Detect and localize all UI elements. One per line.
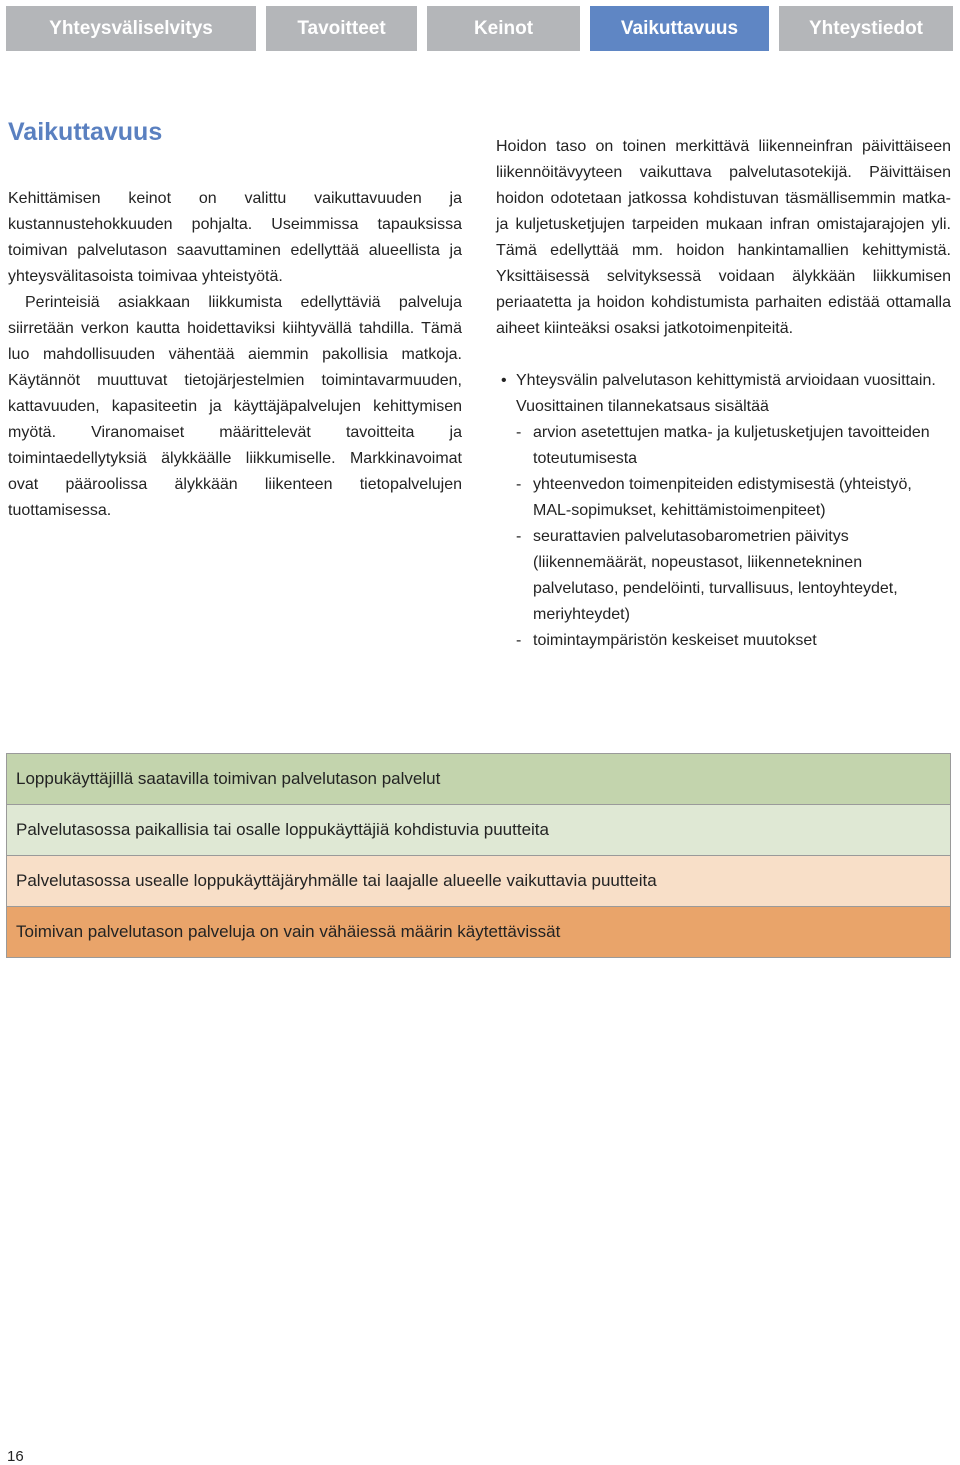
- service-level-legend: [6, 753, 951, 958]
- dash-marker: -: [516, 528, 522, 545]
- right-column: [496, 134, 951, 654]
- tab-vaikuttavuus[interactable]: Vaikuttavuus: [590, 6, 769, 51]
- list-item: [496, 368, 951, 420]
- dash-marker: -: [516, 632, 522, 649]
- list-item: [496, 524, 951, 628]
- page-title: Vaikuttavuus: [8, 118, 163, 146]
- sub-item-text: yhteenvedon toimenpiteiden edistymisestä (yhteistyö, MAL-sopimukset, kehittämistoimenpiteet): [533, 476, 912, 519]
- bullet-marker: •: [501, 372, 507, 389]
- list-item: [496, 472, 951, 524]
- service-level-row: Loppukäyttäjillä saatavilla toimivan palvelutason palvelut: [7, 754, 950, 805]
- sub-item-text: toimintaympäristön keskeiset muutokset: [533, 632, 817, 649]
- tab-yhteystiedot[interactable]: Yhteystiedot: [779, 6, 953, 51]
- bullet-text: Yhteysvälin palvelutason kehittymistä arvioidaan vuosittain. Vuosittainen tilannekatsaus sisältää: [516, 372, 936, 415]
- sub-list: [496, 420, 951, 654]
- intro-paragraph: Kehittämisen keinot on valittu vaikuttavuuden ja kustannustehokkuuden pohjalta. Useimmissa tapauksissa toimivan palvelutason saavuttaminen edellyttää alueellista ja yhteysvälitasoista toimivaa yhteistyötä.: [8, 190, 462, 285]
- list-item: [496, 628, 951, 654]
- services-paragraph: Perinteisiä asiakkaan liikkumista edellyttäviä palveluja siirretään verkon kautta hoidettaviksi kiihtyvällä tahdilla. Tämä luo mahdollisuuden vähentää aiemmin pakollisia matkoja. Käytännöt muuttuvat tietojärjestelmien toimintavarmuuden, kattavuuden, kapasiteetin ja käyttäjäpalvelujen kehittymisen myötä. Viranomaiset määrittelevät tavoitteita ja toimintaedellytyksiä älykkäälle liikkumiselle. Markkinavoimat ovat pääroolissa älykkään liikenteen tietopalvelujen tuottamisessa.: [8, 294, 462, 519]
- dash-marker: -: [516, 424, 522, 441]
- tab-keinot[interactable]: Keinot: [427, 6, 580, 51]
- list-item: [496, 420, 951, 472]
- bullet-list: [496, 368, 951, 420]
- sub-item-text: arvion asetettujen matka- ja kuljetusketjujen tavoitteiden toteutumisesta: [533, 424, 930, 467]
- top-navigation: [0, 6, 960, 51]
- tab-yhteysvaliselvitys[interactable]: Yhteysväliselvitys: [6, 6, 256, 51]
- tab-tavoitteet[interactable]: Tavoitteet: [266, 6, 417, 51]
- maintenance-paragraph: Hoidon taso on toinen merkittävä liikenneinfran päivittäiseen liikennöitävyyteen vaikuttava palvelutasotekijä. Päivittäisen hoidon odotetaan jatkossa kohdistuvan täsmällisemmin matka- ja kuljetusketjujen tarpeiden mukaan infran omistajarajojen yli. Tämä edellyttää mm. hoidon hankintamallien kehittymistä. Yksittäisessä selvityksessä voidaan älykkään liikkumisen periaatetta ja hoidon kohdistumista parhaiten edistää ottamalla aiheet kiinteäksi osaksi jatkotoimenpiteitä.: [496, 138, 951, 337]
- sub-item-text: seurattavien palvelutasobarometrien päivitys (liikennemäärät, nopeustasot, liikennetekninen palvelutaso, pendelöinti, turvallisuus, lentoyhteydet, meriyhteydet): [533, 528, 898, 623]
- service-level-row: Palvelutasossa paikallisia tai osalle loppukäyttäjiä kohdistuvia puutteita: [7, 805, 950, 856]
- service-level-row: Palvelutasossa usealle loppukäyttäjäryhmälle tai laajalle alueelle vaikuttavia puutteita: [7, 856, 950, 907]
- left-column: [8, 186, 462, 524]
- service-level-row: Toimivan palvelutason palveluja on vain vähäiessä määrin käytettävissät: [7, 907, 950, 958]
- dash-marker: -: [516, 476, 522, 493]
- page-number: 16: [7, 1448, 24, 1465]
